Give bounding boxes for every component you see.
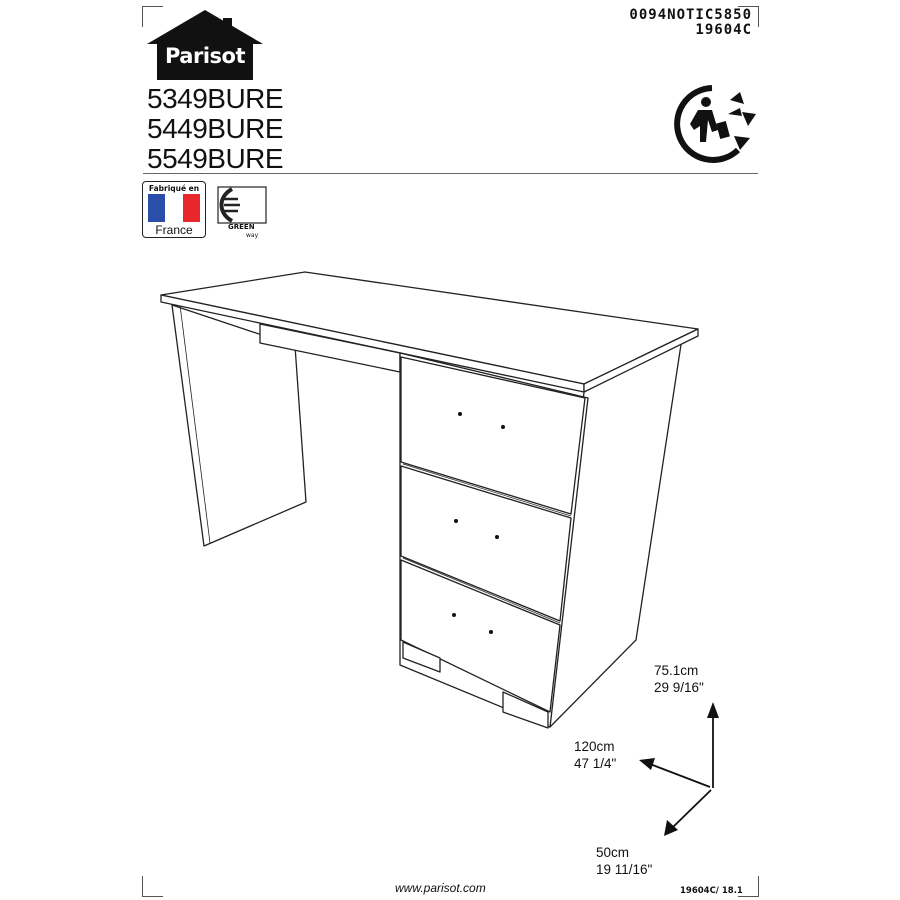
reference-sub: 19604C	[695, 22, 752, 38]
france-flag-icon	[148, 194, 200, 222]
crop-mark-bottom-left	[142, 876, 163, 897]
model-list	[147, 84, 283, 174]
brand-name: Parisot	[164, 44, 246, 68]
model-number: 5549BURE	[147, 143, 284, 174]
depth-imperial: 19 11/16"	[596, 862, 653, 877]
height-imperial: 29 9/16"	[654, 680, 704, 695]
model-number: 5349BURE	[147, 83, 284, 114]
width-imperial: 47 1/4"	[574, 756, 617, 771]
depth-dimension	[596, 844, 652, 878]
website-link[interactable]: www.parisot.com	[395, 881, 486, 895]
reference-main: 0094NOTIC5850	[629, 7, 752, 23]
model-number: 5449BURE	[147, 113, 284, 144]
width-metric: 120cm	[574, 739, 615, 754]
desk-illustration	[150, 262, 710, 742]
country-label: France	[155, 223, 193, 237]
recycle-icon	[668, 82, 760, 164]
made-in-label: Fabriqué en	[148, 184, 200, 193]
dimension-axes-icon	[630, 698, 730, 844]
green-sub-label: way	[246, 232, 259, 239]
reference-code	[629, 8, 752, 38]
green-label: GREEN	[228, 223, 255, 231]
height-metric: 75.1cm	[654, 663, 699, 678]
width-dimension	[574, 738, 616, 772]
header-divider	[143, 173, 758, 174]
made-in-france-badge	[142, 181, 206, 238]
parisot-logo-icon	[143, 8, 267, 86]
depth-metric: 50cm	[596, 845, 630, 860]
height-dimension	[654, 662, 704, 696]
footer-code: 19604C/ 18.1	[680, 886, 743, 896]
green-way-icon	[214, 183, 270, 243]
